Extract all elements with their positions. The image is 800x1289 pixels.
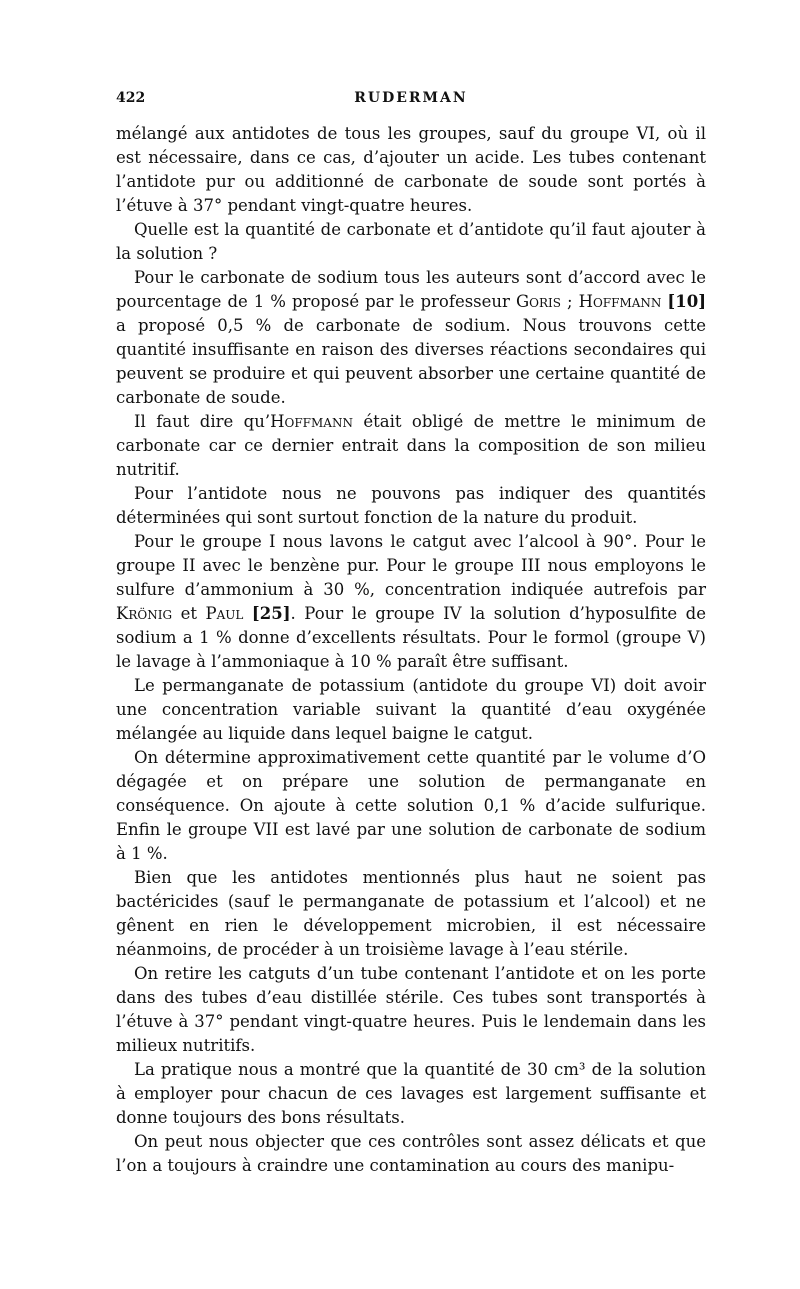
author-name: Paul <box>205 604 244 623</box>
text-run: On peut nous objecter que ces contrôles sont assez délicats et que l’on a toujours à craindre une contamination au cours des manipu- <box>116 1132 706 1175</box>
text-run: . Pour le groupe IV la solution d’hyposulfite de sodium a 1 % donne d’excellents résultats. Pour le formol (groupe V) le lavage à l’ammoniaque à 10 % paraît être suffisant. <box>116 604 706 671</box>
paragraph <box>116 746 706 866</box>
paragraph <box>116 218 706 266</box>
text-run: mélangé aux antidotes de tous les groupes, sauf du groupe VI, où il est nécessaire, dans ce cas, d’ajouter un acide. Les tubes contenant l’antidote pur ou additionné de carbonate de soude sont portés à l’étuve à 37° pendant vingt-quatre heures. <box>116 124 706 215</box>
paragraph <box>116 962 706 1058</box>
paragraph <box>116 866 706 962</box>
paragraph <box>116 122 706 218</box>
text-run: On détermine approximativement cette quantité par le volume d’O dégagée et on prépare une solution de permanganate en conséquence. On ajoute à cette solution 0,1 % d’acide sulfurique. Enfin le groupe VII est lavé par une solution de carbonate de sodium à 1 %. <box>116 748 706 863</box>
text-run: Quelle est la quantité de carbonate et d’antidote qu’il faut ajouter à la solution ? <box>116 220 706 263</box>
paragraph <box>116 266 706 410</box>
paragraph <box>116 482 706 530</box>
author-name: Hoffmann <box>578 292 662 311</box>
text-run: Pour l’antidote nous ne pouvons pas indiquer des quantités déterminées qui sont surtout fonction de la nature du produit. <box>116 484 706 527</box>
citation-ref: [25] <box>251 604 291 623</box>
text-run: Pour le groupe I nous lavons le catgut avec l’alcool à 90°. Pour le groupe II avec le benzène pur. Pour le groupe III nous employons le sulfure d’ammonium à 30 %, concentration indiquée autrefois par <box>116 532 706 599</box>
paragraph <box>116 530 706 674</box>
text-run: ; <box>560 292 579 311</box>
paragraph <box>116 1130 706 1178</box>
text-run <box>243 604 252 623</box>
page-number: 422 <box>116 90 146 106</box>
body-text <box>116 122 706 1178</box>
text-run: La pratique nous a montré que la quantité de 30 cm³ de la solution à employer pour chacun de ces lavages est largement suffisante et donne toujours des bons résultats. <box>116 1060 706 1127</box>
author-name: Hoffmann <box>270 412 353 431</box>
paragraph <box>116 674 706 746</box>
running-head: RUDERMAN <box>354 90 468 106</box>
text-run: était obligé de mettre le minimum de carbonate car ce dernier entrait dans la composition de son milieu nutritif. <box>116 412 706 479</box>
text-run: Il faut dire qu’ <box>134 412 271 431</box>
author-name: Krönig <box>116 604 173 623</box>
text-run: et <box>172 604 206 623</box>
page-header <box>116 88 706 112</box>
paragraph <box>116 1058 706 1130</box>
paragraph <box>116 410 706 482</box>
text-run: Le permanganate de potassium (antidote du groupe VI) doit avoir une concentration variable suivant la quantité d’eau oxygénée mélangée au liquide dans lequel baigne le catgut. <box>116 676 706 743</box>
text-run: a proposé 0,5 % de carbonate de sodium. Nous trouvons cette quantité insuffisante en raison des diverses réactions secondaires qui peuvent se produire et qui peuvent absorber une certaine quantité de carbonate de soude. <box>116 316 706 407</box>
citation-ref: [10] <box>667 292 706 311</box>
text-run: Pour le carbonate de sodium tous les auteurs sont d’accord avec le pourcentage de 1 % proposé par le professeur <box>116 268 706 311</box>
author-name: Goris <box>515 292 561 311</box>
text-run: Bien que les antidotes mentionnés plus haut ne soient pas bactéricides (sauf le permanganate de potassium et l’alcool) et ne gênent en rien le développement microbien, il est nécessaire néanmoins, de procéder à un troisième lavage à l’eau stérile. <box>116 868 706 959</box>
text-run: On retire les catguts d’un tube contenant l’antidote et on les porte dans des tubes d’eau distillée stérile. Ces tubes sont transportés à l’étuve à 37° pendant vingt-quatre heures. Puis le lendemain dans les milieux nutritifs. <box>116 964 706 1055</box>
